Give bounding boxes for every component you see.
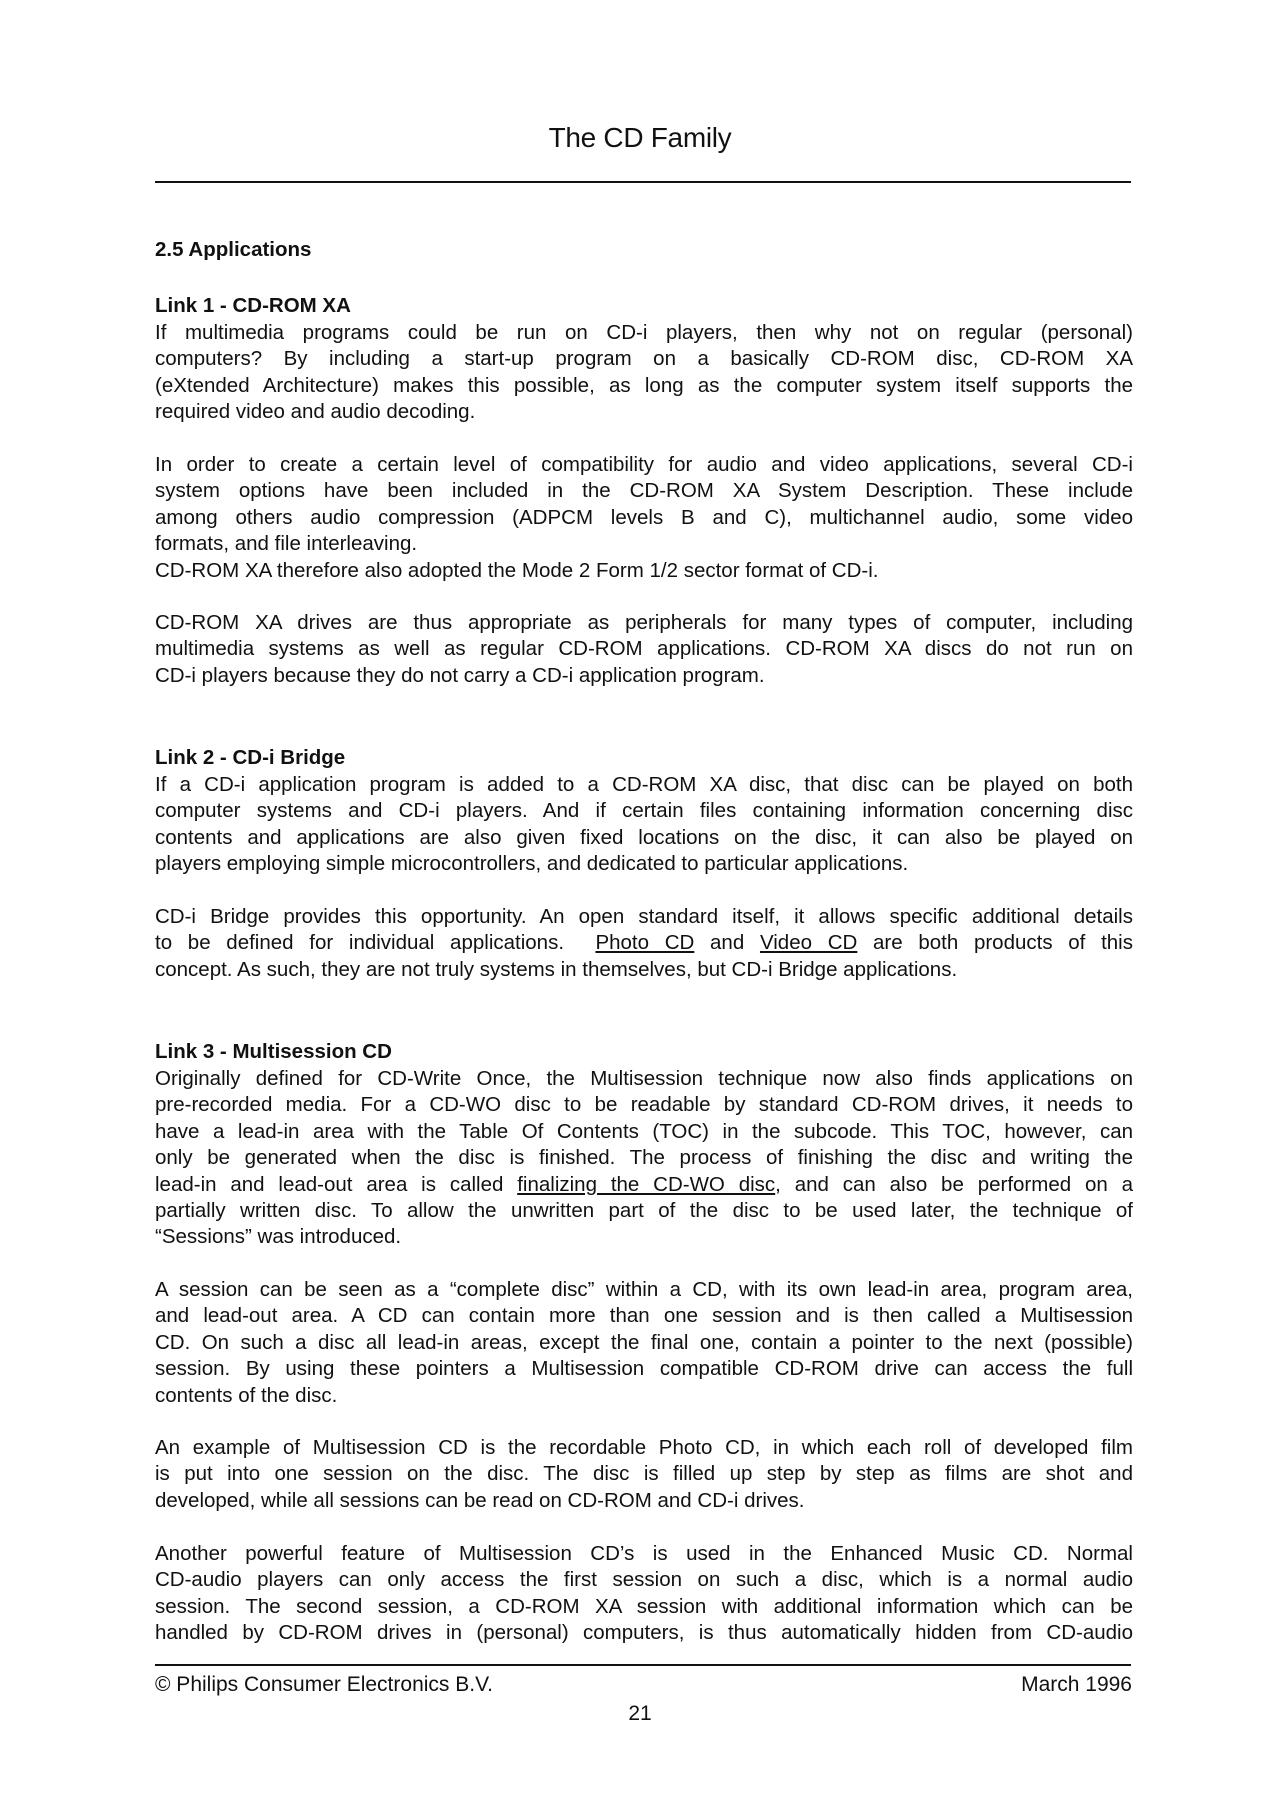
link3-paragraph-3 — [155, 1435, 1133, 1514]
text-segment: lead-in and lead-out area is called — [155, 1172, 518, 1196]
text-line: session. The second session, a CD-ROM XA session with additional information which can be — [155, 1594, 1133, 1618]
link1-paragraph-2 — [155, 452, 1133, 584]
text-line: contents and applications are also given fixed locations on the disc, it can also be played on — [155, 825, 1133, 849]
text-line: among others audio compression (ADPCM levels B and C), multichannel audio, some video — [155, 505, 1133, 529]
text-line: only be generated when the disc is finished. The process of finishing the disc and writing the — [155, 1146, 1133, 1170]
text-line: Another powerful feature of Multisession CD’s is used in the Enhanced Music CD. Normal — [155, 1542, 1133, 1565]
text-segment: and — [694, 931, 760, 955]
link3-paragraph-1 — [155, 1066, 1133, 1251]
page-number: 21 — [628, 1702, 652, 1725]
text-line-with-link — [155, 1172, 1133, 1198]
text-line: An example of Multisession CD is the recordable Photo CD, in which each roll of developed film — [155, 1436, 1133, 1459]
link3-heading: Link 3 - Multisession CD — [155, 1040, 392, 1063]
text-line: system options have been included in the CD-ROM XA System Description. These include — [155, 479, 1133, 503]
link2-paragraph-2 — [155, 904, 1133, 983]
finalizing-cd-wo-disc-link[interactable]: finalizing the CD-WO disc — [517, 1172, 776, 1196]
text-line: pre-recorded media. For a CD-WO disc to be readable by standard CD-ROM drives, it needs to — [155, 1093, 1133, 1117]
text-line: CD-audio players can only access the first session on such a disc, which is a normal audio — [155, 1568, 1133, 1592]
video-cd-link[interactable]: Video CD — [759, 931, 858, 955]
text-line: contents of the disc. — [155, 1383, 338, 1407]
text-line: “Sessions” was introduced. — [155, 1225, 402, 1249]
footer-rule — [155, 1664, 1131, 1666]
text-segment: to be defined for individual applications. — [155, 931, 596, 955]
text-line: session. By using these pointers a Multisession compatible CD-ROM drive can access the full — [155, 1357, 1133, 1381]
text-line: is put into one session on the disc. The disc is filled up step by step as films are shot and — [155, 1462, 1133, 1486]
text-line: formats, and file interleaving. — [155, 532, 418, 556]
text-line: concept. As such, they are not truly systems in themselves, but CD-i Bridge applications. — [155, 957, 958, 981]
text-segment: , and can also be performed on a — [775, 1172, 1133, 1196]
text-line-with-links — [155, 930, 1133, 956]
page-header-title: The CD Family — [548, 122, 732, 153]
text-line: Originally defined for CD-Write Once, the Multisession technique now also finds applications on — [155, 1067, 1133, 1090]
text-line: handled by CD-ROM drives in (personal) computers, is thus automatically hidden from CD-audio — [155, 1621, 1133, 1645]
text-segment: are both products of this — [857, 931, 1133, 955]
text-line: have a lead-in area with the Table Of Contents (TOC) in the subcode. This TOC, however, can — [155, 1119, 1133, 1143]
link2-heading: Link 2 - CD-i Bridge — [155, 746, 346, 769]
link1-paragraph-1 — [155, 320, 1133, 426]
text-line: players employing simple microcontrollers, and dedicated to particular applications. — [155, 852, 909, 876]
text-line: If multimedia programs could be run on CD-i players, then why not on regular (personal) — [155, 321, 1133, 344]
link2-paragraph-1 — [155, 772, 1133, 878]
text-line: If a CD-i application program is added to a CD-ROM XA disc, that disc can be played on both — [155, 773, 1133, 796]
text-line: computer systems and CD-i players. And if certain files containing information concerning disc — [155, 799, 1133, 823]
link3-paragraph-4 — [155, 1541, 1133, 1647]
text-line: In order to create a certain level of compatibility for audio and video applications, several CD-i — [155, 453, 1133, 476]
text-line: required video and audio decoding. — [155, 400, 476, 424]
link1-heading: Link 1 - CD-ROM XA — [155, 294, 351, 317]
footer-date: March 1996 — [1021, 1673, 1132, 1696]
text-line: and lead-out area. A CD can contain more than one session and is then called a Multisession — [155, 1304, 1133, 1328]
text-line: CD-ROM XA therefore also adopted the Mode 2 Form 1/2 sector format of CD-i. — [155, 558, 879, 582]
section-title: 2.5 Applications — [155, 238, 312, 261]
link3-paragraph-2 — [155, 1277, 1133, 1409]
text-line: CD-i Bridge provides this opportunity. An open standard itself, it allows specific additional details — [155, 905, 1133, 928]
text-line: (eXtended Architecture) makes this possible, as long as the computer system itself supports the — [155, 373, 1133, 397]
text-line: CD. On such a disc all lead-in areas, except the final one, contain a pointer to the next (possible) — [155, 1330, 1133, 1354]
footer-copyright: © Philips Consumer Electronics B.V. — [155, 1673, 493, 1696]
text-line: CD-ROM XA drives are thus appropriate as peripherals for many types of computer, including — [155, 611, 1133, 634]
text-line: A session can be seen as a “complete disc” within a CD, with its own lead-in area, program area, — [155, 1278, 1133, 1301]
photo-cd-link[interactable]: Photo CD — [595, 931, 695, 955]
link1-paragraph-3 — [155, 610, 1133, 689]
text-line: computers? By including a start-up program on a basically CD-ROM disc, CD-ROM XA — [155, 347, 1133, 371]
header-rule — [155, 181, 1131, 183]
text-line: developed, while all sessions can be read on CD-ROM and CD-i drives. — [155, 1488, 805, 1512]
text-line: CD-i players because they do not carry a CD-i application program. — [155, 663, 765, 687]
text-line: partially written disc. To allow the unwritten part of the disc to be used later, the technique of — [155, 1198, 1133, 1222]
text-line: multimedia systems as well as regular CD-ROM applications. CD-ROM XA discs do not run on — [155, 637, 1133, 661]
